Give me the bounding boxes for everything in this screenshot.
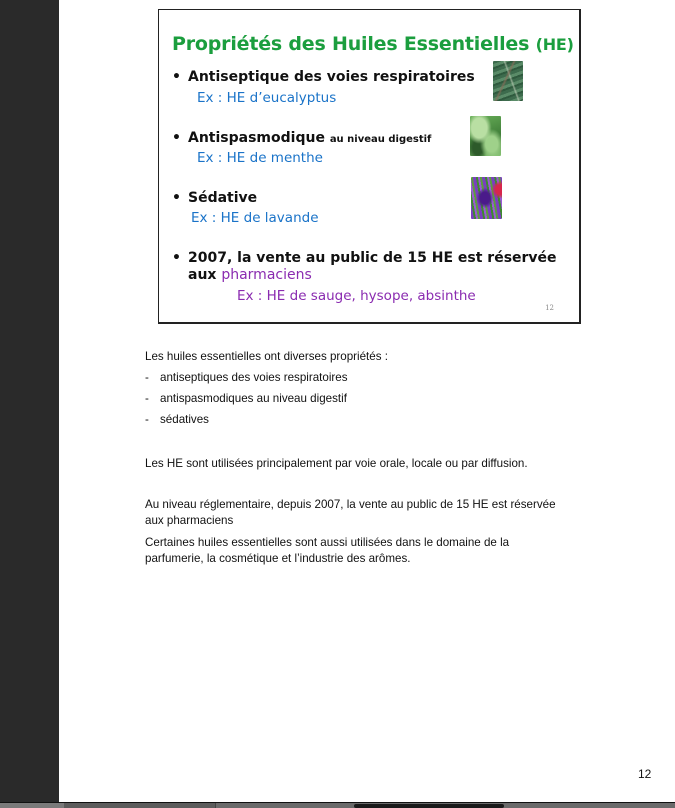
list-item-text: sédatives [160, 413, 209, 426]
bullet-text-colored: pharmaciens [221, 267, 312, 283]
slide-title-abbrev: (HE) [535, 35, 574, 54]
notes-other-line2: parfumerie, la cosmétique et l’industrie des arômes. [145, 552, 411, 565]
bullet-text: Antispasmodique [188, 130, 325, 146]
scrollbar-segment [0, 803, 64, 808]
mint-image [470, 116, 501, 156]
notes-regulation-line2: aux pharmaciens [145, 514, 234, 527]
slide-example-eucalyptus: Ex : HE d’eucalyptus [197, 90, 337, 106]
slide-example-lavender: Ex : HE de lavande [191, 210, 319, 226]
scrollbar-segment [64, 803, 216, 808]
bullet-dot: • [172, 190, 181, 206]
eucalyptus-image [493, 61, 523, 101]
slide-example-mint: Ex : HE de menthe [197, 150, 323, 166]
slide-title-main: Propriétés des Huiles Essentielles [172, 33, 530, 55]
bullet-text: Sédative [188, 190, 258, 206]
slide-number: 12 [545, 304, 554, 312]
viewer-sidebar [0, 0, 59, 802]
list-item-text: antiseptiques des voies respiratoires [160, 371, 348, 384]
notes-regulation-line1: Au niveau réglementaire, depuis 2007, la vente au public de 15 HE est réservée [145, 498, 556, 511]
list-dash: - [145, 413, 149, 426]
slide-thumbnail [158, 9, 581, 324]
lavender-image [471, 177, 502, 219]
bullet-dot: • [172, 130, 181, 146]
slide-bullet-antispasmodic [172, 130, 431, 146]
page-number: 12 [638, 767, 652, 781]
scrollbar-thumb[interactable] [354, 804, 504, 808]
notes-intro: Les huiles essentielles ont diverses propriétés : [145, 350, 388, 363]
slide-title [172, 33, 574, 55]
bullet-dot: • [172, 250, 181, 266]
slide-bullet-antiseptic [172, 69, 475, 85]
slide-example-sauge: Ex : HE de sauge, hysope, absinthe [237, 288, 476, 304]
notes-usage: Les HE sont utilisées principalement par voie orale, locale ou par diffusion. [145, 457, 528, 470]
notes-other-line1: Certaines huiles essentielles sont aussi utilisées dans le domaine de la [145, 536, 510, 549]
list-item-text: antispasmodiques au niveau digestif [160, 392, 347, 405]
bullet-suffix: au niveau digestif [329, 134, 432, 145]
list-dash: - [145, 371, 149, 384]
bullet-text: Antiseptique des voies respiratoires [188, 69, 475, 85]
slide-bullet-regulation [172, 250, 557, 266]
notes-list-item [145, 413, 209, 426]
slide-bullet-regulation-line2 [188, 267, 312, 283]
bullet-text: 2007, la vente au public de 15 HE est réservée [188, 250, 557, 266]
list-dash: - [145, 392, 149, 405]
horizontal-scrollbar[interactable] [0, 802, 675, 808]
notes-list-item [145, 392, 347, 405]
slide-bullet-sedative [172, 190, 257, 206]
bullet-text-bold: aux [188, 267, 217, 283]
notes-list-item [145, 371, 348, 384]
bullet-dot: • [172, 69, 181, 85]
